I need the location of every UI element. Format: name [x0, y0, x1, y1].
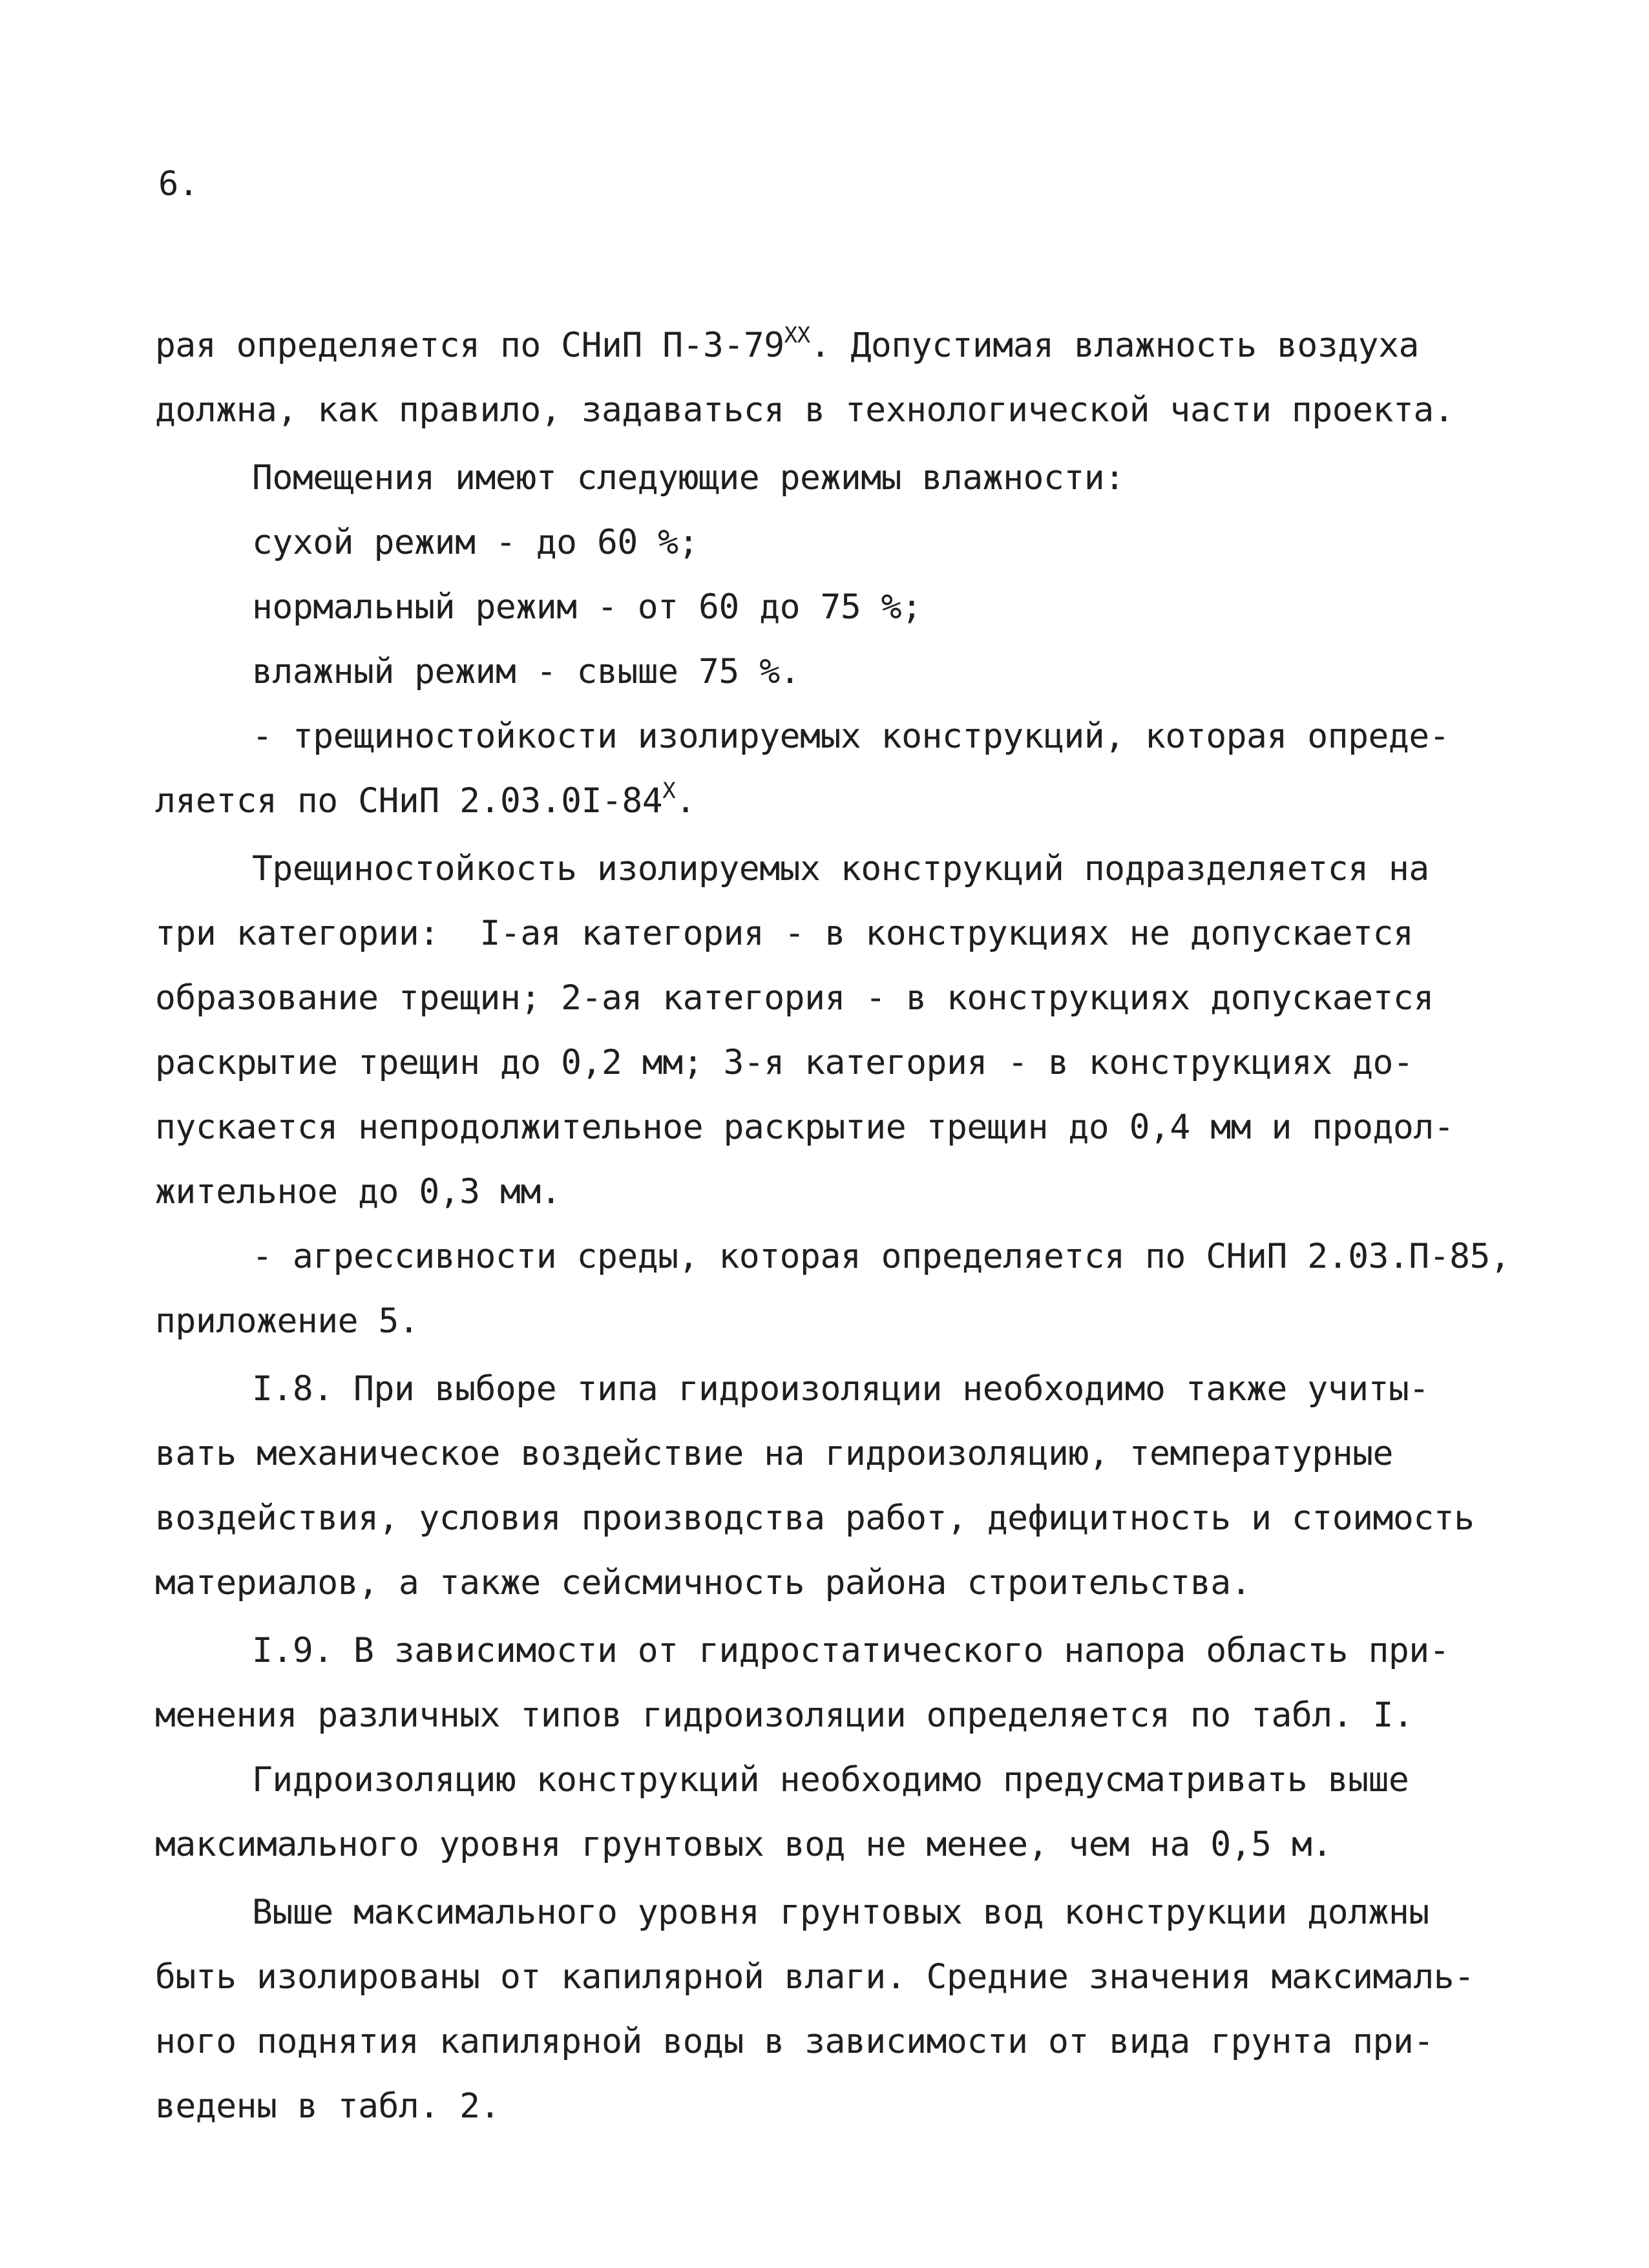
text-line: Гидроизоляцию конструкций необходимо предусматривать выше: [252, 1760, 1409, 1800]
text-fragment: . Допустимая влажность воздуха: [810, 326, 1419, 365]
text-line: раскрытие трещин до 0,2 мм; 3-я категория - в конструкциях до-: [155, 1043, 1414, 1082]
page-number: 6.: [158, 165, 199, 204]
text-line: менения различных типов гидроизоляции определяется по табл. I.: [155, 1696, 1414, 1735]
text-line: быть изолированы от капилярной влаги. Средние значения максималь-: [155, 1957, 1475, 1997]
text-line: приложение 5.: [155, 1301, 419, 1341]
text-line: пускается непродолжительное раскрытие трещин до 0,4 мм и продол-: [155, 1108, 1455, 1147]
text-line: - агрессивности среды, которая определяется по СНиП 2.03.П-85,: [252, 1237, 1511, 1276]
text-fragment: рая определяется по СНиП П-3-79: [155, 326, 784, 365]
text-line: максимального уровня грунтовых вод не менее, чем на 0,5 м.: [155, 1825, 1332, 1864]
text-line: три категории: I-ая категория - в конструкциях не допускается: [155, 914, 1414, 953]
text-line: ного поднятия капилярной воды в зависимости от вида грунта при-: [155, 2022, 1434, 2061]
text-line: Трещиностойкость изолируемых конструкций подразделяется на: [252, 849, 1429, 888]
text-line: [155, 322, 1419, 369]
text-line: воздействия, условия производства работ, дефицитность и стоимость: [155, 1498, 1475, 1538]
text-line: I.9. В зависимости от гидростатического напора область при-: [252, 1631, 1450, 1670]
text-fragment: .: [675, 781, 696, 821]
text-line: ведены в табл. 2.: [155, 2086, 500, 2126]
text-line: сухой режим - до 60 %;: [252, 523, 698, 562]
text-line: - трещиностойкости изолируемых конструкций, которая опреде-: [252, 717, 1450, 756]
text-line: [155, 778, 696, 824]
text-line: вать механическое воздействие на гидроизоляцию, температурные: [155, 1434, 1393, 1473]
text-line: Помещения имеют следующие режимы влажности:: [252, 458, 1125, 498]
text-line: влажный режим - свыше 75 %.: [252, 652, 801, 691]
text-line: образование трещин; 2-ая категория - в конструкциях допускается: [155, 978, 1434, 1018]
text-fragment: ляется по СНиП 2.03.0I-84: [155, 781, 663, 821]
text-line: должна, как правило, задаваться в технологической части проекта.: [155, 390, 1455, 430]
text-line: жительное до 0,3 мм.: [155, 1172, 562, 1212]
text-line: I.8. При выборе типа гидроизоляции необходимо также учиты-: [252, 1369, 1429, 1409]
text-line: нормальный режим - от 60 до 75 %;: [252, 587, 922, 627]
superscript: X: [662, 778, 676, 804]
text-line: Выше максимального уровня грунтовых вод конструкции должны: [252, 1893, 1429, 1932]
text-line: материалов, а также сейсмичность района строительства.: [155, 1563, 1252, 1602]
superscript: XX: [784, 322, 810, 348]
